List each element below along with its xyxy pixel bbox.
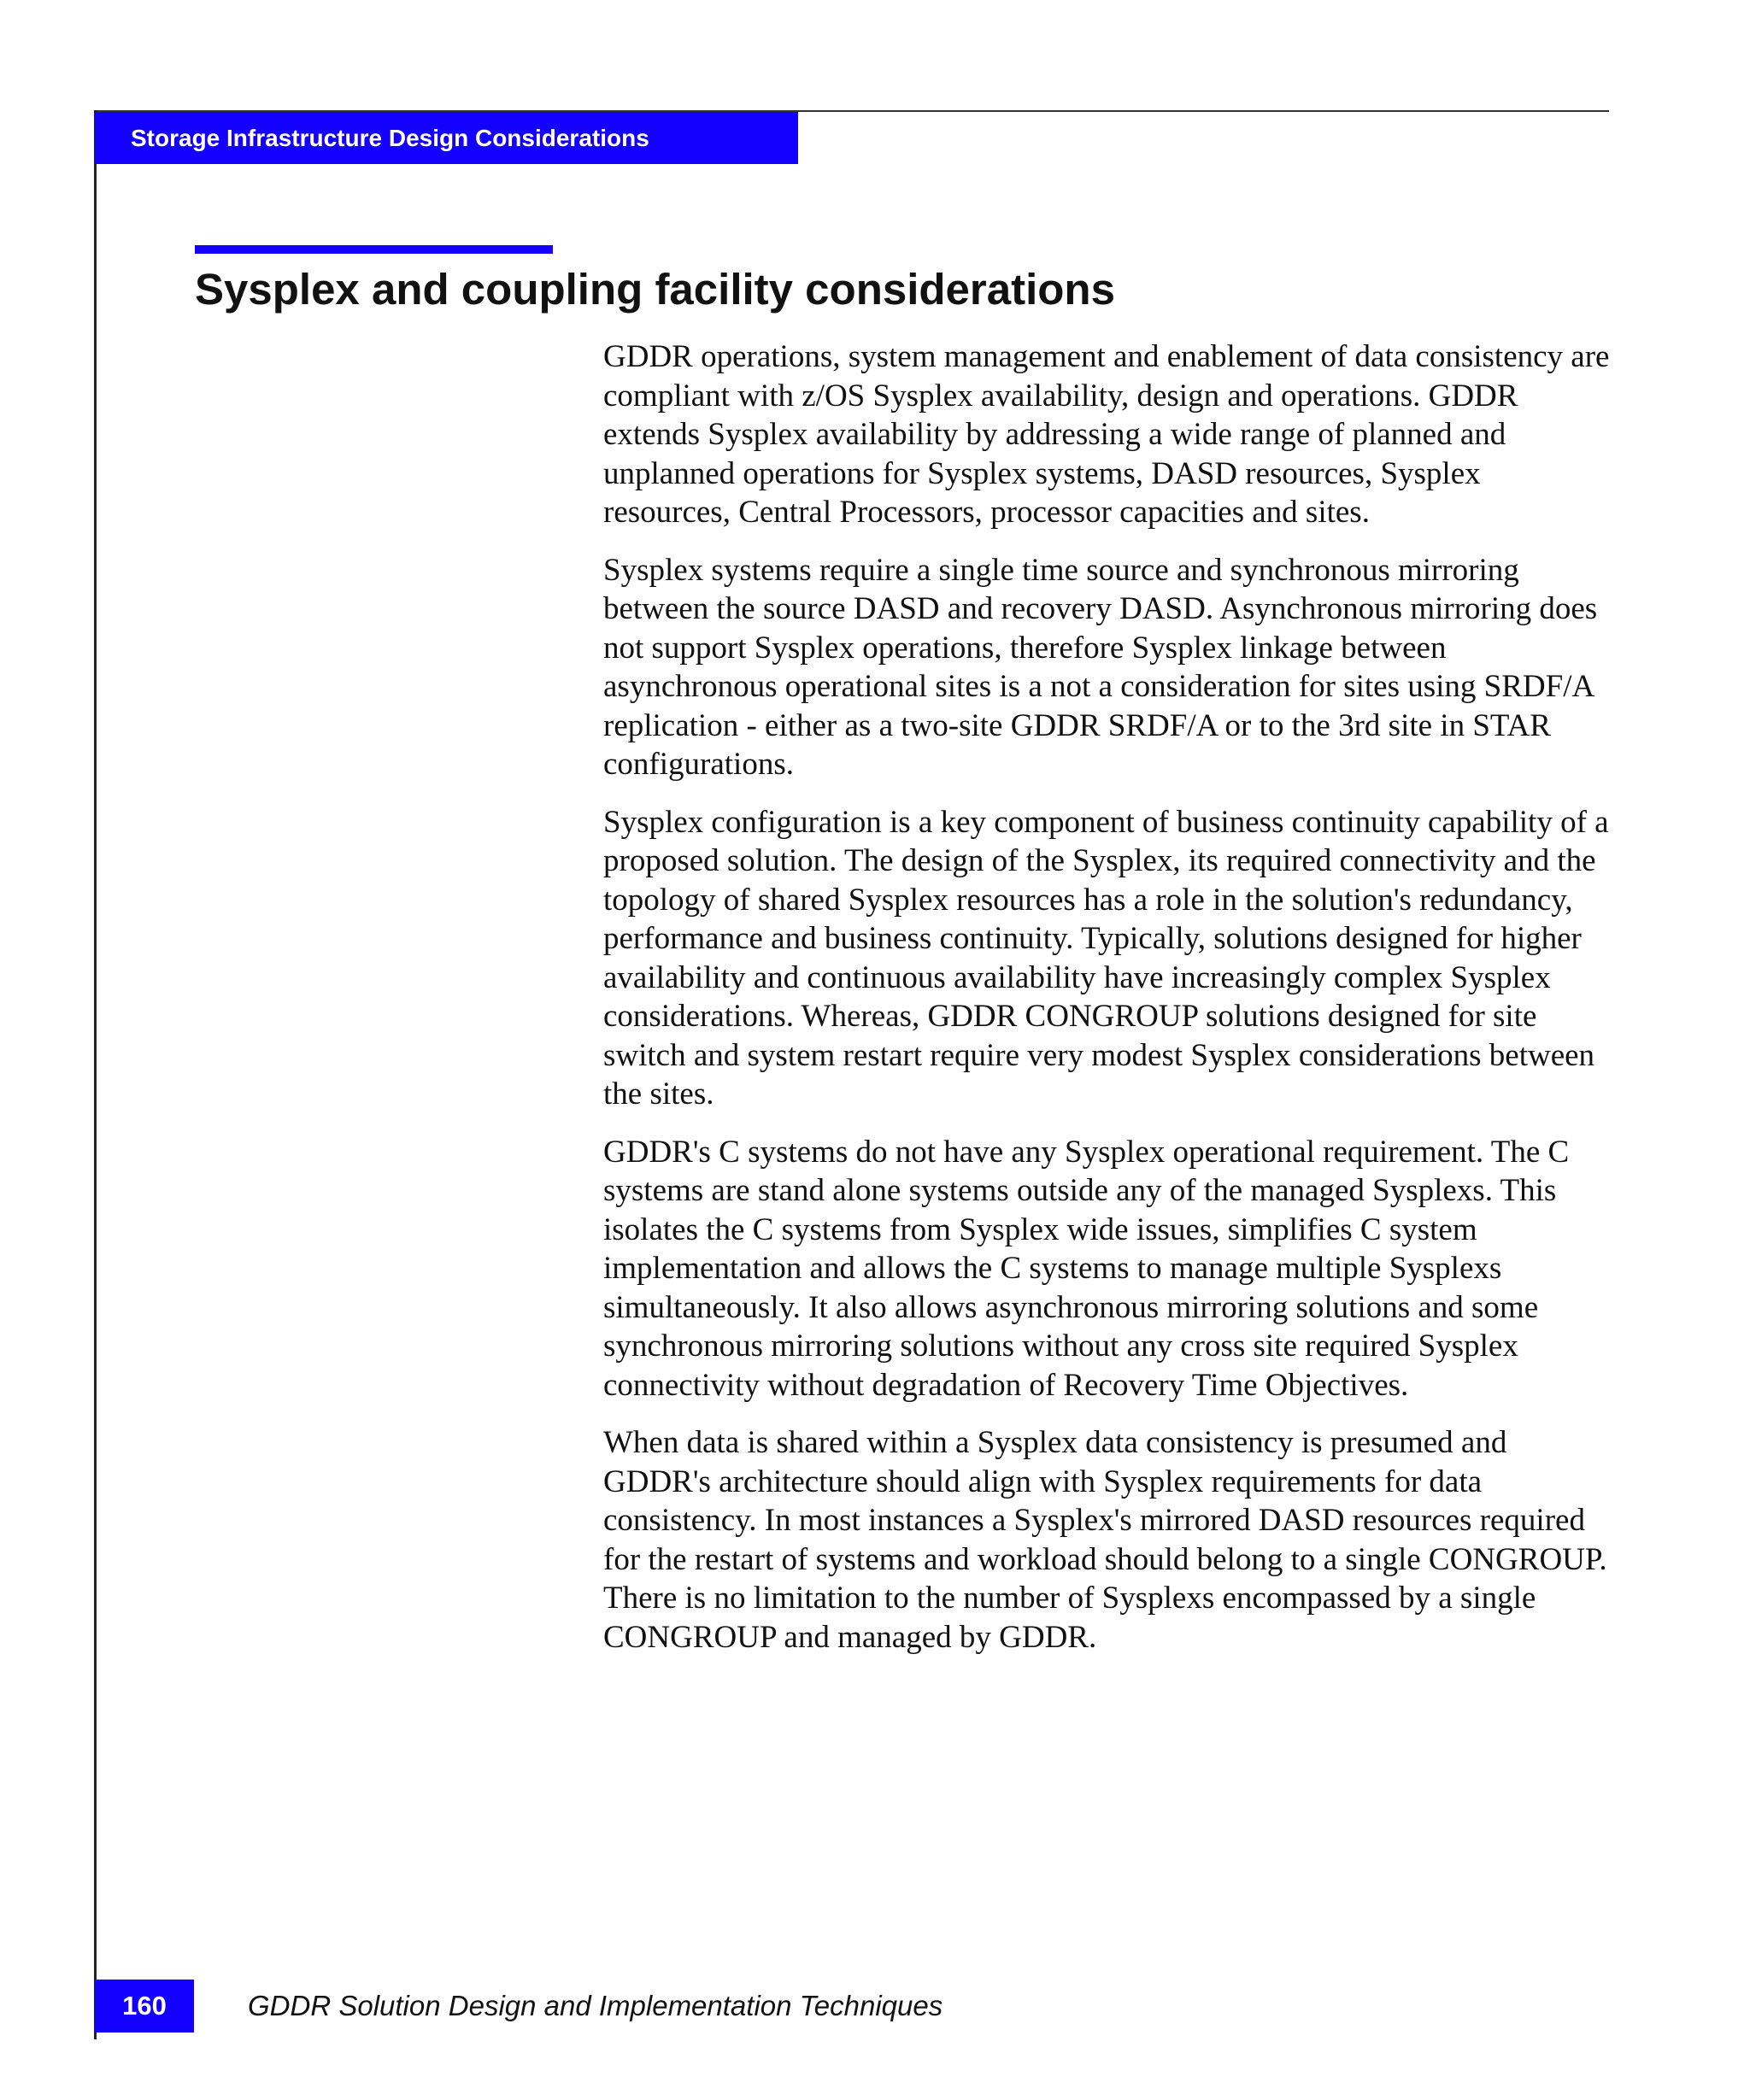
left-margin-rule xyxy=(94,110,97,2039)
paragraph: When data is shared within a Sysplex data consistency is presumed and GDDR's architecture should align with Sysplex requirements for data consistency. In most instances a Sysplex's mirrored DASD resources required for the restart of systems and workload should belong to a single CONGROUP. There is no limitation to the number of Sysplexs encompassed by a single CONGROUP and managed by GDDR. xyxy=(603,1425,1607,1655)
running-header: Storage Infrastructure Design Considerations xyxy=(95,112,798,164)
paragraph: GDDR operations, system management and enablement of data consistency are compliant with z/OS Sysplex availability, design and operations. GDDR extends Sysplex availability by addressing a wide range of planned and unplanned operations for Sysplex systems, DASD resources, Sysplex resources, Central Processors, processor capacities and sites. xyxy=(603,339,1610,530)
body-text xyxy=(603,337,1612,1675)
page-number: 160 xyxy=(95,1980,194,2033)
paragraph: GDDR's C systems do not have any Sysplex operational requirement. The C systems are stand alone systems outside any of the managed Sysplexs. This isolates the C systems from Sysplex wide issues, simplifies C system implementation and allows the C systems to manage multiple Sysplexs simultaneously. It also allows asynchronous mirroring solutions and some synchronous mirroring solutions without any cross site required Sysplex connectivity without degradation of Recovery Time Objectives. xyxy=(603,1134,1570,1403)
paragraph: Sysplex configuration is a key component of business continuity capability of a proposed solution. The design of the Sysplex, its required connectivity and the topology of shared Sysplex resources has a role in the solution's redundancy, performance and business continuity. Typically, solutions designed for higher availability and continuous availability have increasingly complex Sysplex considerations. Whereas, GDDR CONGROUP solutions designed for site switch and system restart require very modest Sysplex considerations between the sites. xyxy=(603,804,1609,1112)
footer-book-title: GDDR Solution Design and Implementation Techniques xyxy=(248,1990,943,2021)
paragraph: Sysplex systems require a single time source and synchronous mirroring between the source DASD and recovery DASD. Asynchronous mirroring does not support Sysplex operations, therefore Sysplex linkage between asynchronous operational sites is a not a consideration for sites using SRDF/A replication - either as a two-site GDDR SRDF/A or to the 3rd site in STAR configurations. xyxy=(603,552,1598,782)
section-title: Sysplex and coupling facility considerations xyxy=(195,265,1115,314)
heading-accent-bar xyxy=(195,245,553,254)
